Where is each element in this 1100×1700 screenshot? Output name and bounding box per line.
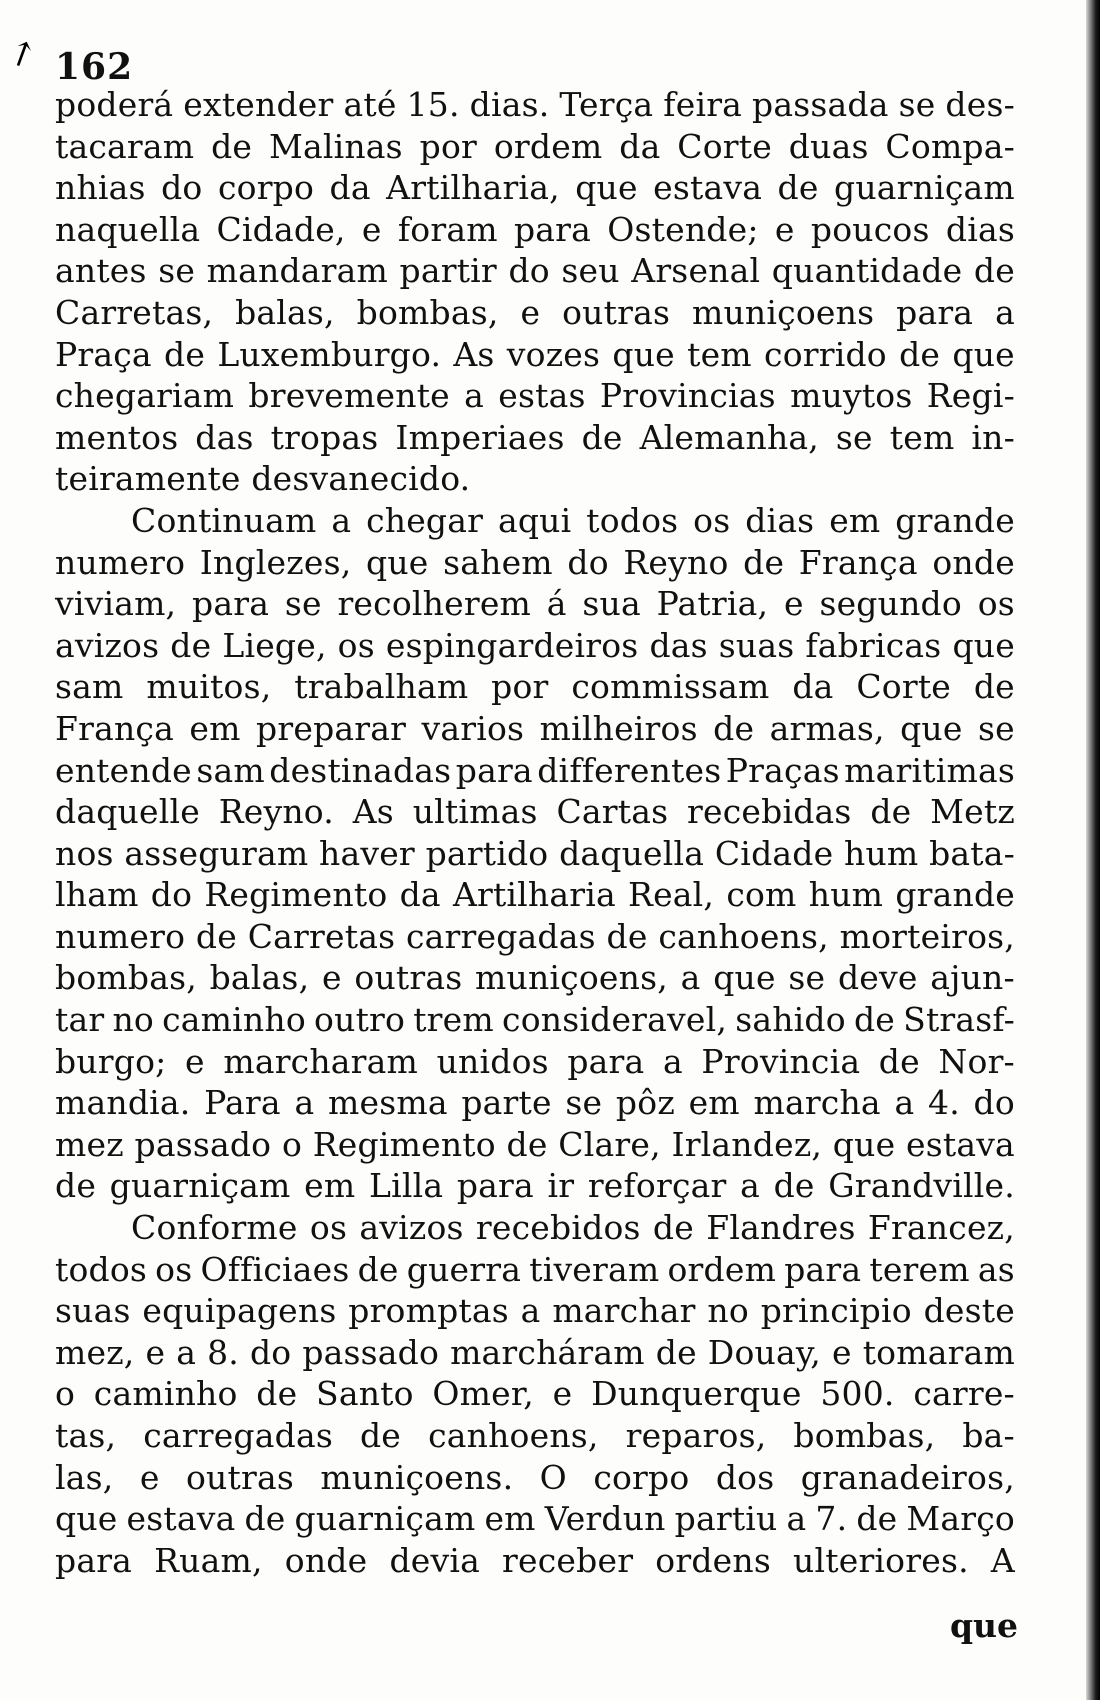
text-line: avizos de Liege, os espingardeiros das suas fabricas que xyxy=(55,625,1015,665)
text-line: numero de Carretas carregadas de canhoens, morteiros, xyxy=(55,916,1015,956)
text-line: las, e outras muniçoens. O corpo dos granadeiros, xyxy=(55,1457,1015,1497)
text-line: chegariam brevemente a estas Provincias muytos Regi- xyxy=(55,376,1015,416)
catchword: que xyxy=(949,1606,1018,1645)
page-number: 162 xyxy=(55,46,134,88)
text-line: daquelle Reyno. As ultimas Cartas recebidas de Metz xyxy=(55,792,1015,832)
text-line: bombas, balas, e outras muniçoens, a que se deve ajun- xyxy=(55,958,1015,998)
text-line: burgo; e marcharam unidos para a Provincia de Nor- xyxy=(55,1041,1015,1081)
text-line: Praça de Luxemburgo. As vozes que tem corrido de que xyxy=(55,334,1015,374)
text-line: que estava de guarniçam em Verdun partiu a 7. de Março xyxy=(55,1499,1015,1539)
text-line: Conforme os avizos recebidos de Flandres Francez, xyxy=(131,1208,1015,1248)
text-line: nos asseguram haver partido daquella Cidade hum bata- xyxy=(55,833,1015,873)
text-line: entende sam destinadas para differentes Praças maritimas xyxy=(55,750,1015,790)
text-line: mentos das tropas Imperiaes de Alemanha, se tem in- xyxy=(55,417,1015,457)
text-line: suas equipagens promptas a marchar no principio deste xyxy=(55,1291,1015,1331)
text-line: Continuam a chegar aqui todos os dias em grande xyxy=(131,500,1015,540)
text-line: França em preparar varios milheiros de armas, que se xyxy=(55,708,1015,748)
text-line: sam muitos, trabalham por commissam da Corte de xyxy=(55,667,1015,707)
text-line: numero Inglezes, que sahem do Reyno de França onde xyxy=(55,542,1015,582)
text-line: para Ruam, onde devia receber ordens ulteriores. A xyxy=(55,1540,1015,1580)
text-line: tar no caminho outro trem consideravel, sahido de Strasf- xyxy=(55,1000,1015,1040)
text-line: mez passado o Regimento de Clare, Irlandez, que estava xyxy=(55,1124,1015,1164)
margin-mark: ↗ xyxy=(0,29,44,79)
text-line: poderá extender até 15. dias. Terça feira passada se des- xyxy=(55,85,1015,124)
text-line: mez, e a 8. do passado marcháram de Douay, e tomaram xyxy=(55,1332,1015,1372)
text-line: antes se mandaram partir do seu Arsenal quantidade de xyxy=(55,251,1015,291)
text-line: todos os Officiaes de guerra tiveram ordem para terem as xyxy=(55,1249,1015,1289)
text-line: viviam, para se recolherem á sua Patria, e segundo os xyxy=(55,584,1015,624)
body-text xyxy=(55,84,1015,1581)
text-line: tacaram de Malinas por ordem da Corte duas Compa- xyxy=(55,126,1015,166)
page-edge-shadow xyxy=(1086,0,1100,1700)
text-line: teiramente desvanecido. xyxy=(55,459,471,499)
text-line: naquella Cidade, e foram para Ostende; e poucos dias xyxy=(55,209,1015,249)
text-line: de guarniçam em Lilla para ir reforçar a de Grandville. xyxy=(55,1166,1015,1206)
text-line: Carretas, balas, bombas, e outras muniçoens para a xyxy=(55,292,1015,332)
text-line: nhias do corpo da Artilharia, que estava de guarniçam xyxy=(55,168,1015,208)
text-line: lham do Regimento da Artilharia Real, com hum grande xyxy=(55,875,1015,915)
text-line: tas, carregadas de canhoens, reparos, bombas, ba- xyxy=(55,1416,1015,1455)
text-line: o caminho de Santo Omer, e Dunquerque 500. carre- xyxy=(55,1374,1015,1414)
text-line: mandia. Para a mesma parte se pôz em marcha a 4. do xyxy=(55,1083,1015,1123)
